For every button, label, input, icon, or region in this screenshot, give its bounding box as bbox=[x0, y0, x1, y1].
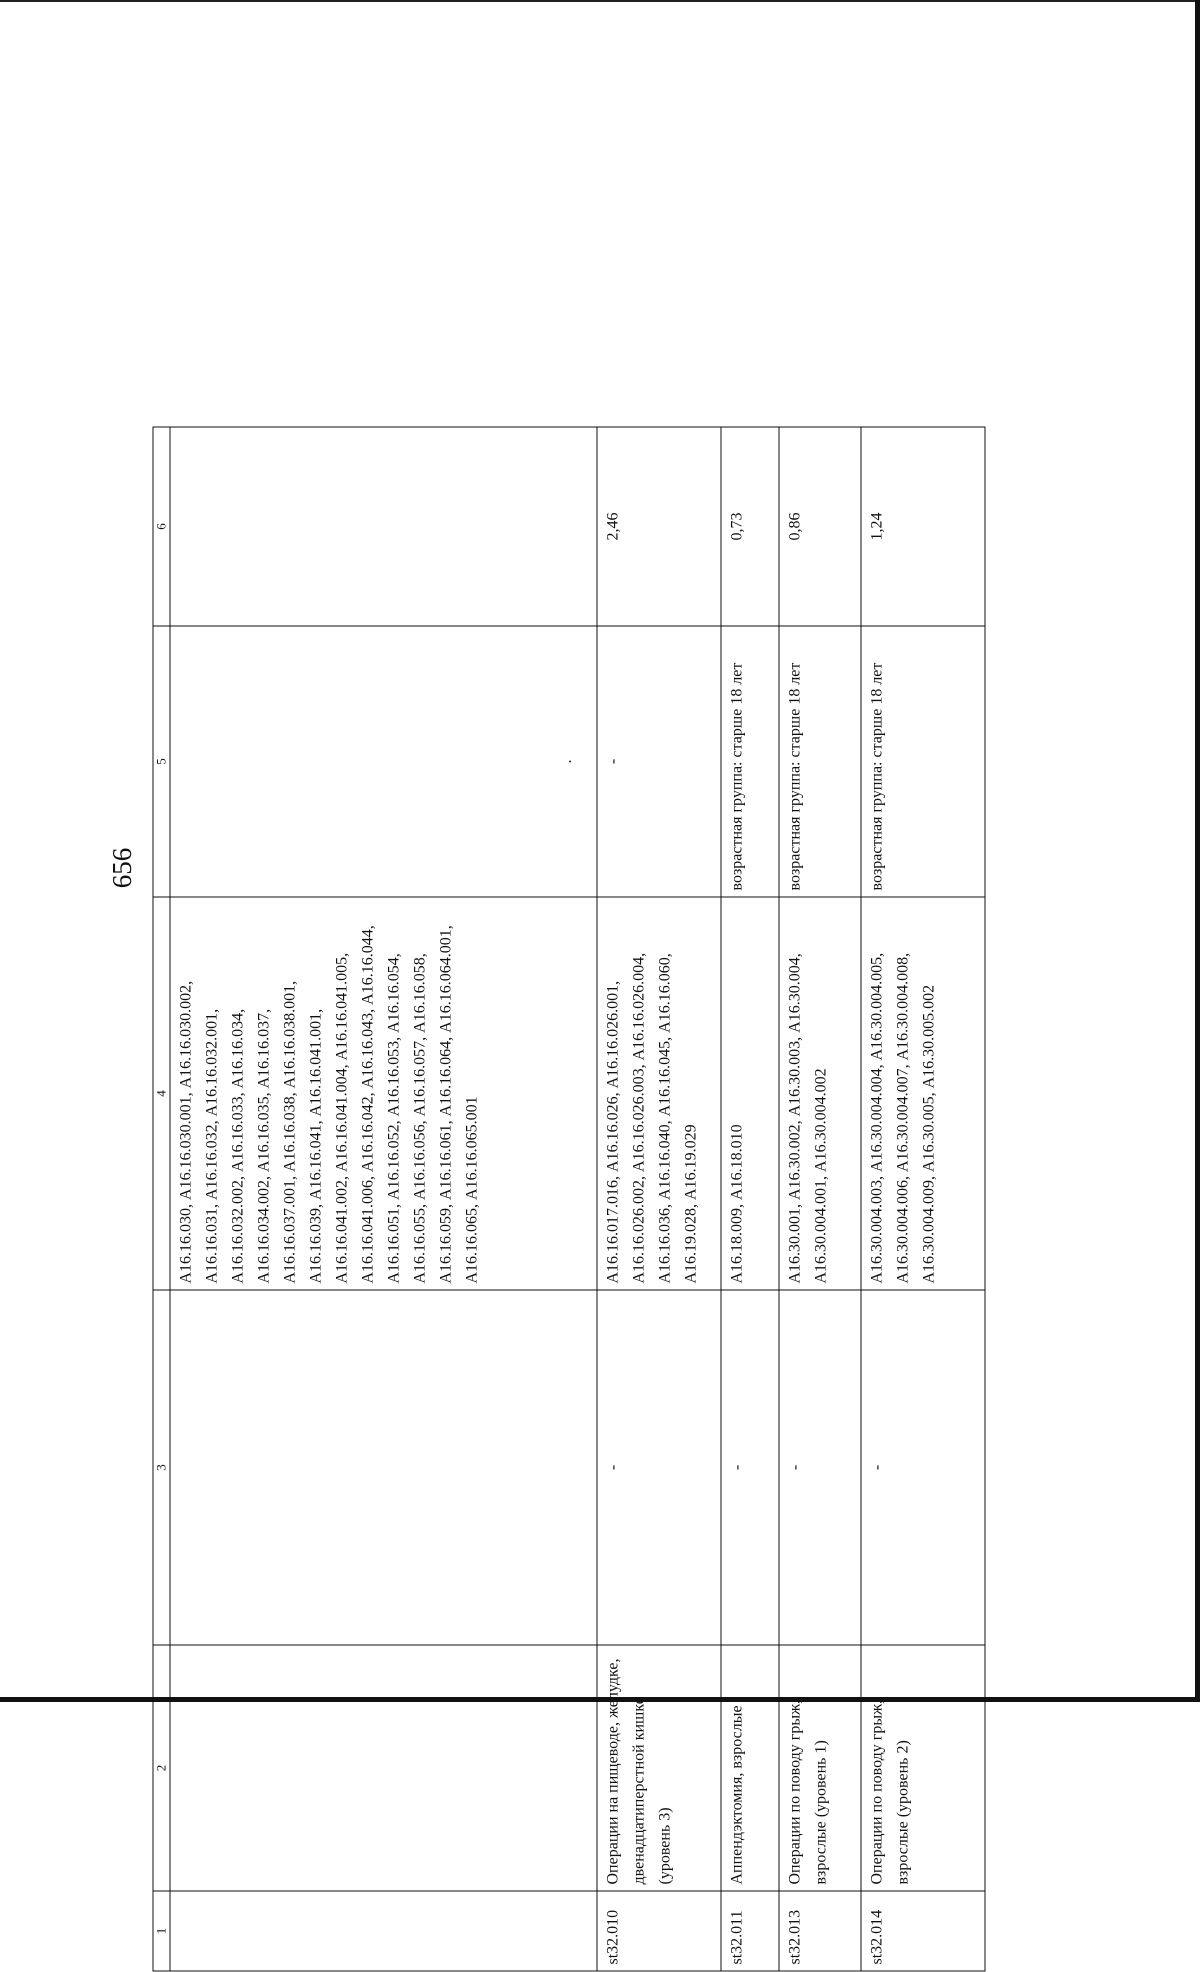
row-col3: - bbox=[779, 1290, 861, 1645]
row-name: Операции по поводу грыж, взрослые (уровень 2) bbox=[861, 1645, 985, 1891]
header-row bbox=[153, 427, 170, 1971]
scan-right-edge bbox=[1195, 0, 1200, 1702]
row-code: st32.014 bbox=[861, 1891, 985, 1971]
row-col3 bbox=[170, 1290, 597, 1645]
row-code: st32.013 bbox=[779, 1891, 861, 1971]
table-row bbox=[721, 427, 779, 1971]
table-row bbox=[861, 427, 985, 1971]
row-col3: - bbox=[721, 1290, 779, 1645]
row-coefficient: 0,86 bbox=[779, 427, 861, 626]
scan-top-edge bbox=[0, 0, 1200, 2]
row-name: Операции на пищеводе, желудке, двенадцатиперстной кишке (уровень 3) bbox=[597, 1645, 721, 1891]
row-code: st32.011 bbox=[721, 1891, 779, 1971]
row-services: А16.30.001, А16.30.002, А16.30.003, А16.30.004, А16.30.004.001, А16.30.004.002 bbox=[779, 897, 861, 1290]
row-coefficient: 0,73 bbox=[721, 427, 779, 626]
row-criteria bbox=[170, 626, 597, 897]
row-criteria: возрастная группа: старше 18 лет bbox=[779, 626, 861, 897]
row-name bbox=[170, 1645, 597, 1891]
row-col3: - bbox=[597, 1290, 721, 1645]
row-criteria: возрастная группа: старше 18 лет bbox=[861, 626, 985, 897]
row-code: st32.010 bbox=[597, 1891, 721, 1971]
row-code bbox=[170, 1891, 597, 1971]
row-coefficient: 1,24 bbox=[861, 427, 985, 626]
table-row bbox=[597, 427, 721, 1971]
header-col-4: 4 bbox=[153, 897, 170, 1290]
row-name: Операции по поводу грыж, взрослые (уровень 1) bbox=[779, 1645, 861, 1891]
table-row bbox=[170, 427, 597, 1971]
row-criteria-text: · bbox=[562, 758, 580, 765]
row-criteria: - bbox=[597, 626, 721, 897]
row-services: А16.30.004.003, А16.30.004.004, А16.30.004.005, А16.30.004.006, А16.30.004.007, А16.30.004.008, А16.30.004.009, А16.30.005, А16.30.005.002 bbox=[861, 897, 985, 1290]
header-col-6: 6 bbox=[153, 427, 170, 626]
header-col-1: 1 bbox=[153, 1891, 170, 1971]
row-criteria: возрастная группа: старше 18 лет bbox=[721, 626, 779, 897]
header-col-5: 5 bbox=[153, 626, 170, 897]
row-coefficient bbox=[170, 427, 597, 626]
page-number: 656 bbox=[107, 847, 137, 889]
header-col-2: 2 bbox=[153, 1645, 170, 1891]
row-services: А16.16.030, А16.16.030.001, А16.16.030.002, А16.16.031, А16.16.032, А16.16.032.001, А16.16.032.002, А16.16.033, А16.16.034, А16.16.034.002, А16.16.035, А16.16.037, А16.16.037.001, А16.16.038, А16.16.038.001, А16.16.039, А16.16.041, А16.16.041.001, А16.16.041.002, А16.16.041.004, А16.16.041.005, А16.16.041.006, А16.16.042, А16.16.043, А16.16.044, А16.16.051, А16.16.052, А16.16.053, А16.16.054, А16.16.055, А16.16.056, А16.16.057, А16.16.058, А16.16.059, А16.16.061, А16.16.064, А16.16.064.001, А16.16.065, А16.16.065.001 bbox=[170, 897, 597, 1290]
rotated-table-sheet bbox=[153, 428, 1024, 1972]
tariff-table bbox=[153, 427, 986, 1972]
row-coefficient: 2,46 bbox=[597, 427, 721, 626]
row-services: А16.16.017.016, А16.16.026, А16.16.026.001, А16.16.026.002, А16.16.026.003, А16.16.026.004, А16.16.036, А16.16.040, А16.16.045, А16.16.060, А16.19.028, А16.19.029 bbox=[597, 897, 721, 1290]
row-col3: - bbox=[861, 1290, 985, 1645]
row-name: Аппендэктомия, взрослые bbox=[721, 1645, 779, 1891]
header-col-3: 3 bbox=[153, 1290, 170, 1645]
table-row bbox=[779, 427, 861, 1971]
row-services: А16.18.009, А16.18.010 bbox=[721, 897, 779, 1290]
